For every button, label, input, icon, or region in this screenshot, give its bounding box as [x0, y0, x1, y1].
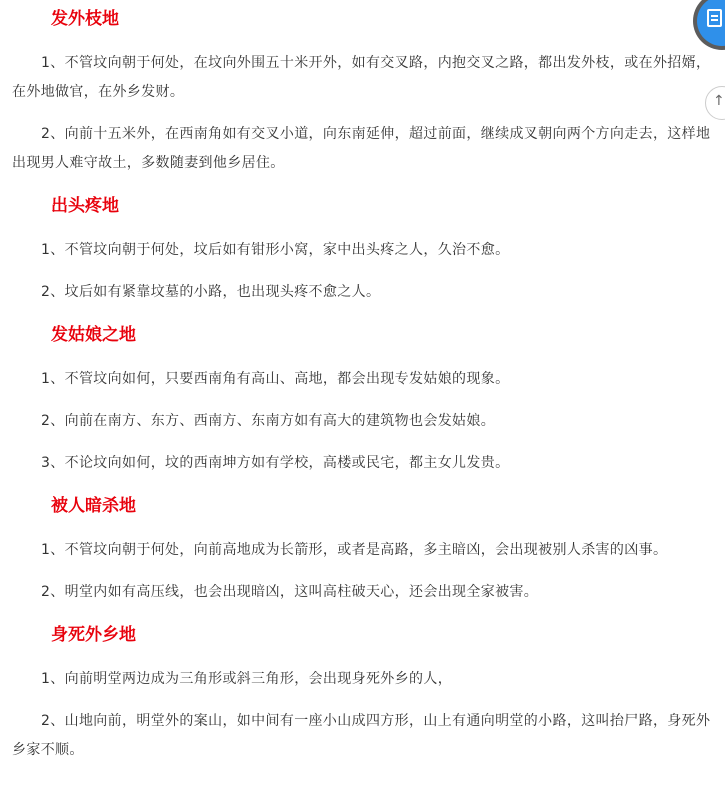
section-title: 发姑娘之地	[51, 325, 136, 345]
paragraph: 3、不论坟向如何，坟的西南坤方如有学校，高楼或民宅，都主女儿发贵。	[41, 455, 510, 471]
paragraph: 2、坟后如有紧靠坟墓的小路，也出现头疼不愈之人。	[41, 284, 381, 300]
paragraph: 1、向前明堂两边成为三角形或斜三角形，会出现身死外乡的人，	[41, 671, 453, 687]
paragraph: 2、向前在南方、东方、西南方、东南方如有高大的建筑物也会发姑娘。	[41, 413, 496, 429]
paragraph: 1、不管坟向朝于何处，向前高地成为长箭形，或者是高路，多主暗凶，会出现被别人杀害的凶事。	[41, 542, 668, 558]
section-title: 出头疼地	[51, 196, 119, 216]
section-title: 被人暗杀地	[51, 496, 136, 516]
section-title: 身死外乡地	[51, 625, 136, 645]
paragraph: 1、不管坟向如何，只要西南角有高山、高地，都会出现专发姑娘的现象。	[41, 371, 510, 387]
paragraph: 2、向前十五米外，在西南角如有交叉小道，向东南延伸，超过前面，继续成叉朝向两个方向走去，这样地出现男人难守故土，多数随妻到他乡居住。	[12, 126, 711, 171]
arrow-up-icon: ↑	[713, 93, 725, 109]
section-title: 发外枝地	[51, 9, 119, 29]
paragraph: 1、不管坟向朝于何处，在坟向外围五十米开外，如有交叉路，内抱交叉之路，都出发外枝，或在外招婿，在外地做官，在外乡发财。	[12, 55, 711, 100]
paragraph: 2、山地向前，明堂外的案山，如中间有一座小山成四方形，山上有通向明堂的小路，这叫抬尸路，身死外乡家不顺。	[12, 713, 711, 758]
paragraph: 1、不管坟向朝于何处，坟后如有钳形小窝，家中出头疼之人，久治不愈。	[41, 242, 510, 258]
comment-icon	[707, 9, 722, 27]
paragraph: 2、明堂内如有高压线，也会出现暗凶，这叫高柱破天心，还会出现全家被害。	[41, 584, 539, 600]
